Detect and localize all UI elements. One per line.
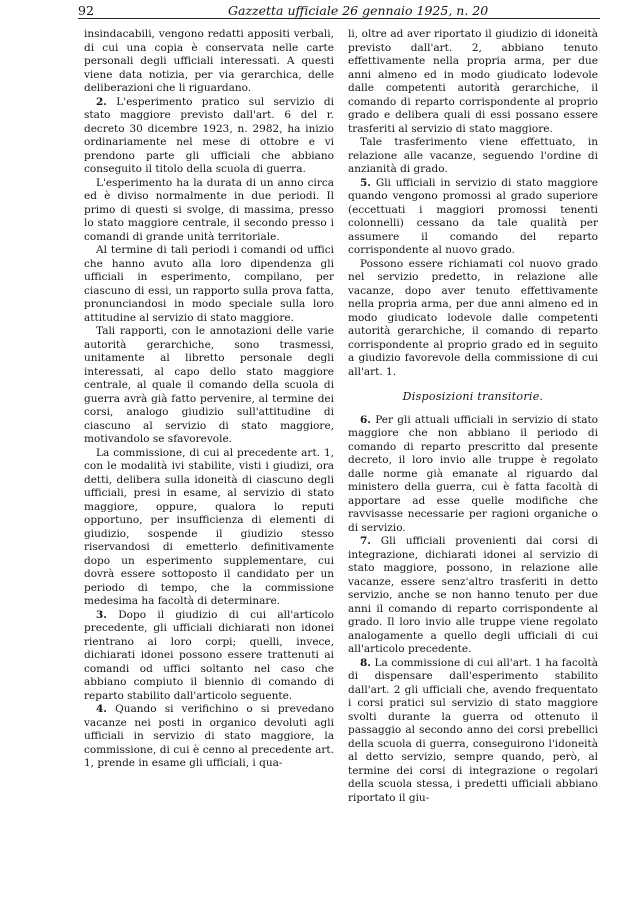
article-number: 6. [360, 413, 371, 426]
paragraph-text: La commissione, di cui al precedente art. 1, con le modalità ivi stabilite, visti i giudizi, ora detti, delibera sulla idoneità di ciascuno degli ufficiali, presi in esame, al servizio di stato maggiore, oppure, qualora lo reputi opportuno, per insufficienza di elementi di giudizio, sospende il giudizio stesso riservandosi di emetterlo definitivamente dopo un esperimento supplementare, cui dovrà essere sottoposto il candidato per un periodo di tempo, che la commissione medesima ha facoltà di determinare. [84, 446, 334, 607]
left-column [84, 28, 334, 893]
paragraph [84, 609, 334, 704]
paragraph-text: Per gli attuali ufficiali in servizio di stato maggiore che non abbiano il periodo di comando di reparto prescritto dal presente decreto, il loro invio alle truppe è regolato dalle norme già emanate al riguardo dal ministero della guerra, cui è fatta facoltà di apportare ad esse quelle modifiche che ravvisasse necessarie per ragioni organiche o di servizio. [348, 413, 598, 534]
paragraph-text: Gli ufficiali provenienti dai corsi di integrazione, dichiarati idonei al servizio di stato maggiore, possono, in relazione alle vacanze, essere senz'altro trasferiti in detto servizio, anche se non hanno tenuto per due anni il comando di reparto corrispondente al grado. Il loro invio alle truppe viene regolato analogamente a quello degli ufficiali di cui all'articolo precedente. [348, 535, 598, 655]
article-number: 2. [96, 95, 107, 108]
paragraph [84, 447, 334, 609]
paragraph [348, 177, 598, 258]
paragraph-text: L'esperimento pratico sul servizio di stato maggiore previsto dall'art. 6 del r. decreto 30 dicembre 1923, n. 2982, ha inizio ordinariamente nel mese di ottobre e vi prendono parte gli ufficiali che abbiano conseguito il titolo della scuola di guerra. [84, 95, 334, 175]
running-title: Gazzetta ufficiale 26 gennaio 1925, n. 20 [228, 3, 489, 18]
page-number: 92 [78, 3, 94, 18]
paragraph [348, 136, 598, 177]
paragraph-text: Gli ufficiali in servizio di stato maggiore quando vengono promossi al grado superiore (eccettuati i maggiori promossi tenenti colonnelli) cessano da tale qualità per assumere il comando del reparto corrispondente al nuovo grado. [348, 176, 598, 256]
paragraph [348, 535, 598, 657]
paragraph [348, 258, 598, 380]
paragraph [84, 325, 334, 447]
article-number: 7. [360, 535, 371, 547]
header-rule [78, 18, 600, 19]
article-number: 4. [96, 703, 107, 715]
paragraph [84, 703, 334, 771]
paragraph [84, 244, 334, 325]
paragraph [84, 177, 334, 245]
paragraph-text: Quando si verifichino o si prevedano vacanze nei posti in organico devoluti agli ufficiali in servizio di stato maggiore, la commissione, di cui è cenno al precedente art. 1, prende in esame gli ufficiali, i qua- [84, 703, 334, 769]
paragraph [84, 96, 334, 177]
paragraph-text: L'esperimento ha la durata di un anno circa ed è diviso normalmente in due periodi. Il primo di questi si svolge, di massima, presso lo stato maggiore centrale, il secondo presso i comandi di grande unità territoriale. [84, 176, 334, 243]
paragraph-text: insindacabili, vengono redatti appositi verbali, di cui una copia è conservata nelle carte personali degli ufficiali interessati. A questi viene data notizia, per via gerarchica, delle deliberazioni che li riguardano. [84, 28, 334, 94]
article-number: 8. [360, 656, 371, 669]
paragraph-text: La commissione di cui all'art. 1 ha facoltà di dispensare dall'esperimento stabilito dall'art. 2 gli ufficiali che, avendo frequentato i corsi pratici sul servizio di stato maggiore svolti durante la guerra od ottenuto il passaggio al secondo anno dei corsi prebellici della scuola di guerra, conseguirono l'idoneità al detto servizio, sempre quando, però, al termine dei corsi di integrazione o regolari della scuola stessa, i predetti ufficiali abbiano riportato il giu- [348, 656, 598, 804]
paragraph-text: Al termine di tali periodi i comandi od uffici che hanno avuto alla loro dipendenza gli ufficiali in esperimento, compilano, per ciascuno di essi, un rapporto sulla prova fatta, pronunciandosi in modo speciale sulla loro attitudine al servizio di stato maggiore. [84, 244, 334, 324]
paragraph [348, 657, 598, 806]
section-heading: Disposizioni transitorie. [402, 390, 544, 403]
paragraph-text: Tali rapporti, con le annotazioni delle varie autorità gerarchiche, sono trasmessi, unitamente al libretto personale degli interessati, al capo dello stato maggiore centrale, al quale il comando della scuola di guerra avrà già fatto pervenire, al termine dei corsi, analogo giudizio sull'attitudine di ciascuno al servizio di stato maggiore, motivandolo se sfavorevole. [84, 325, 334, 445]
paragraph-text: li, oltre ad aver riportato il giudizio di idoneità previsto dall'art. 2, abbiano tenuto effettivamente nella propria arma, per due anni almeno ed in modo giudicato lodevole dalle competenti autorità gerarchiche, il comando di reparto corrispondente al proprio grado e delibera quali di essi possano essere trasferiti al servizio di stato maggiore. [348, 28, 598, 135]
paragraph-text: Dopo il giudizio di cui all'articolo precedente, gli ufficiali dichiarati non idonei rientrano ai loro corpi; quelli, invece, dichiarati idonei possono essere trattenuti ai comandi od uffici soltanto nel caso che abbiano compiuto il biennio di comando di reparto stabilito dall'articolo seguente. [84, 608, 334, 702]
article-number: 3. [96, 608, 107, 621]
paragraph [84, 28, 334, 96]
paragraph-text: Tale trasferimento viene effettuato, in relazione alle vacanze, seguendo l'ordine di anzianità di grado. [348, 136, 598, 175]
paragraph-text: Possono essere richiamati col nuovo grado nel servizio predetto, in relazione alle vacanze, dopo aver tenuto effettivamente nella propria arma, per due anni almeno ed in modo giudicato lodevole dalle competenti autorità gerarchiche, il comando di reparto corrispondente al proprio grado ed in seguito a giudizio favorevole della commissione di cui all'art. 1. [348, 257, 598, 378]
paragraph [348, 28, 598, 136]
right-column [348, 28, 598, 893]
paragraph [348, 414, 598, 536]
page-header [78, 3, 598, 19]
article-number: 5. [360, 176, 371, 189]
